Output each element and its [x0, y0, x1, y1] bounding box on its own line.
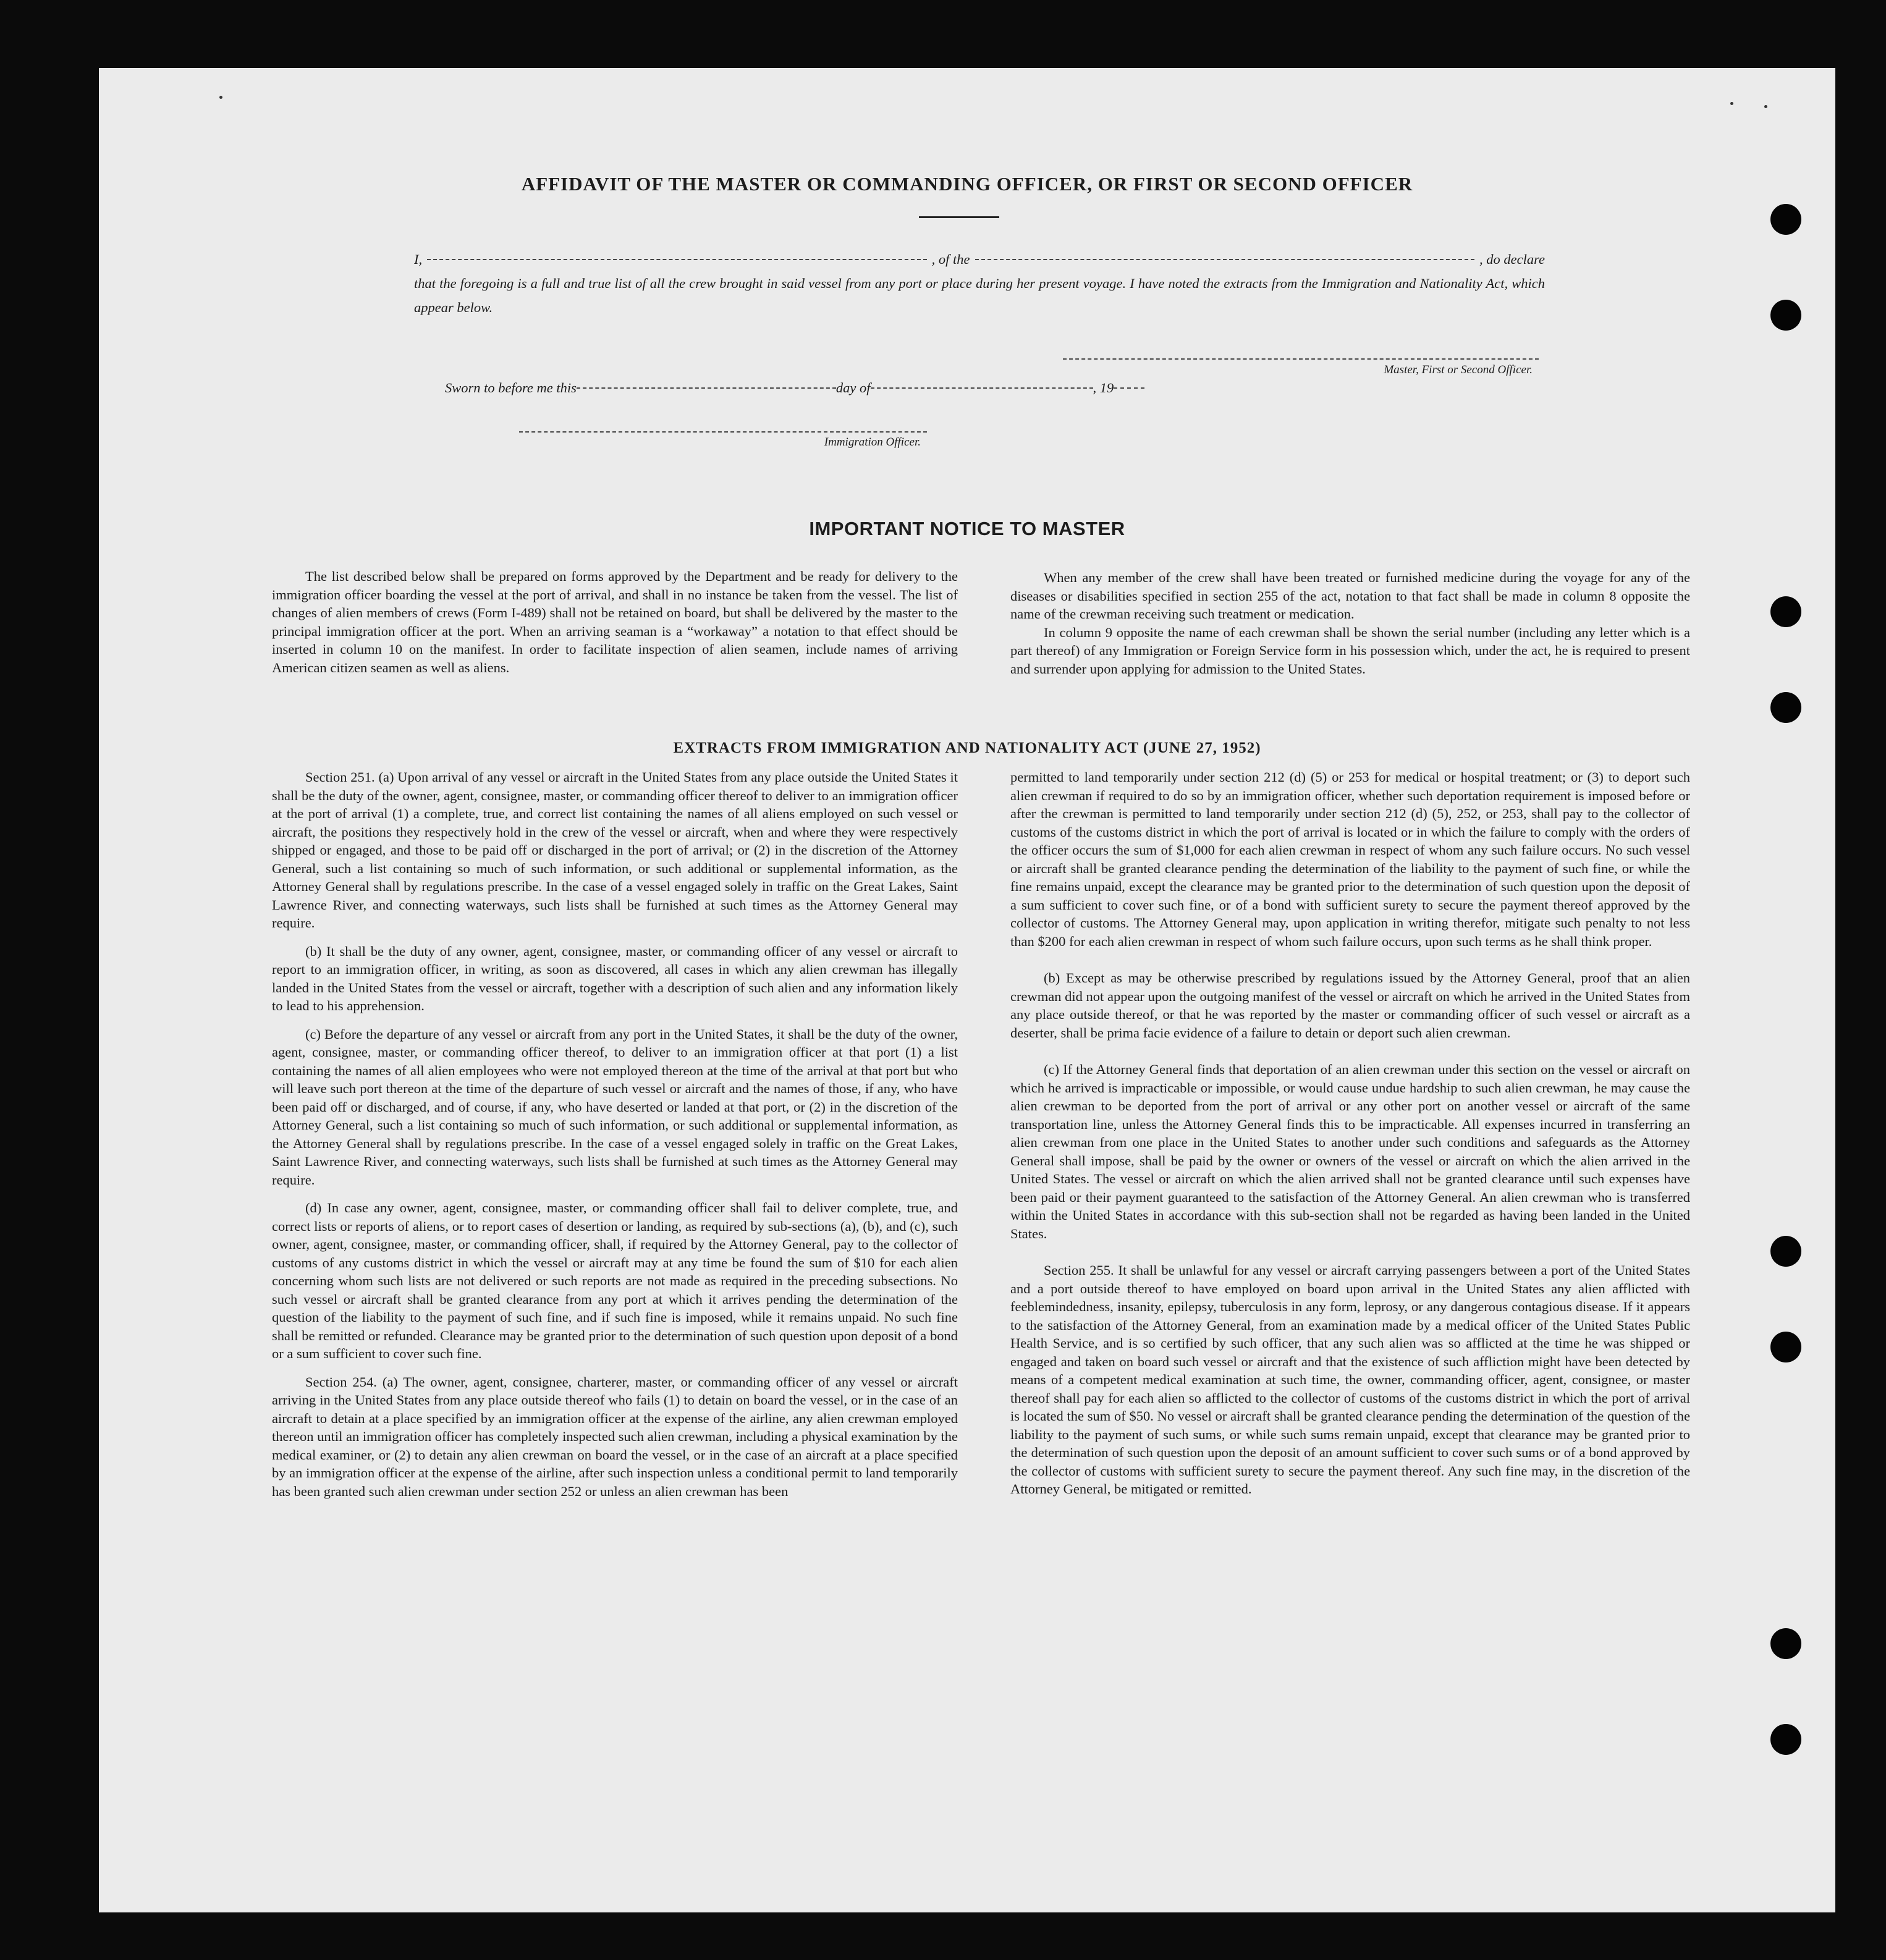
- notice-left-column: [272, 567, 958, 685]
- binder-hole: [1770, 1332, 1801, 1362]
- section-254-a-continued: permitted to land temporarily under section 212 (d) (5) or 253 for medical or hospital treatment; or (3) to deport such alien crewman if required to do so by an immigration officer, whether such deportation requirement is imposed before or after the crewman is permitted to land temporarily under section 212 (d) (5), 252, or 253, shall pay to the collector of customs of the customs district in which the port of arrival is located or in which the failure to comply with the orders of the officer occurs the sum of $1,000 for each alien crewman in respect of whom any such failure occurs. No such vessel or aircraft shall be granted clearance pending the determination of the liability to the payment of such fine, or while the fine remains unpaid, except the clearance may be granted prior to the determination of such question upon the deposit of a sum sufficient to cover such fine, or of a bond with sufficient surety to secure the payment thereof approved by the collector of customs. The Attorney General may, upon application in writing therefor, mitigate such penalty to not less than $200 for each alien crewman in respect of whom such failure occurs, upon such terms as he shall think proper.: [1010, 769, 1690, 949]
- binder-hole: [1770, 596, 1801, 627]
- declarant-line: [414, 247, 1545, 271]
- section-254-a: Section 254. (a) The owner, agent, consignee, charterer, master, or commanding officer of any vessel or aircraft arriving in the United States from any place outside thereof who fails (1) to detain on board the vessel, or in the case of an aircraft to detain at a place specified by an immigration officer at the expense of the airline, any alien crewman employed thereon until an immigration officer has completely inspected such alien crewman, including a physical examination by the medical examiner, or (2) to detain any alien crewman on board the vessel, or in the case of an aircraft at a place specified by an immigration officer at the expense of the airline, after such inspection unless a conditional permit to land temporarily has been granted such alien crewman under section 252 or unless an alien crewman has been: [272, 1374, 958, 1499]
- do-declare-label: , do declare: [1479, 251, 1546, 267]
- section-251-b: (b) It shall be the duty of any owner, agent, consignee, master, or commanding officer of any vessel or aircraft to report to an immigration officer, in writing, as soon as discovered, all cases in which any alien crewman has illegally landed in the United States from the vessel or aircraft, together with a description of such alien and any information likely to lead to his apprehension.: [272, 943, 958, 1013]
- binder-hole: [1770, 692, 1801, 723]
- section-251-a: Section 251. (a) Upon arrival of any vessel or aircraft in the United States from any place outside the United States it shall be the duty of the owner, agent, consignee, master, or commanding officer thereof to deliver to an immigration officer at the port of arrival (1) a complete, true, and correct list containing the names of all aliens employed on such vessel or aircraft, the positions they respectively hold in the crew of the vessel or aircraft, when and where they were respectively shipped or engaged, and those to be paid off or discharged in the port of arrival; or (2) in the discretion of the Attorney General, such a list containing so much of such information, or such additional or supplemental information, as the Attorney General shall by regulations prescribe. In the case of a vessel engaged solely in traffic on the Great Lakes, Saint Lawrence River, and connecting waterways, such lists shall be furnished at such times as the Attorney General may require.: [272, 769, 958, 931]
- notice-right-column: [1010, 568, 1690, 678]
- declarant-prefix: I,: [414, 251, 423, 267]
- sworn-day-of-label: day of: [835, 380, 871, 395]
- binder-hole: [1770, 300, 1801, 331]
- sworn-day-field[interactable]: [577, 387, 836, 389]
- section-254-b: (b) Except as may be otherwise prescribed by regulations issued by the Attorney General, proof that an alien crewman did not appear upon the outgoing manifest of the vessel or aircraft on which he arrived in the United States from any place outside thereof, or that he was reported by the master or commanding officer of such vessel or aircraft as a deserter, shall be prima facie evidence of a failure to detain or deport such alien crewman.: [1010, 970, 1690, 1041]
- binder-hole: [1770, 1724, 1801, 1755]
- binder-hole: [1770, 204, 1801, 235]
- declarant-name-field[interactable]: [427, 259, 927, 260]
- binder-hole: [1770, 1236, 1801, 1267]
- extracts-title: EXTRACTS FROM IMMIGRATION AND NATIONALITY ACT (JUNE 27, 1952): [673, 740, 1261, 756]
- of-the-label: , of the: [931, 251, 970, 267]
- affidavit-title: AFFIDAVIT OF THE MASTER OR COMMANDING OFFICER, OR FIRST OR SECOND OFFICER: [521, 173, 1413, 195]
- section-254-c: (c) If the Attorney General finds that deportation of an alien crewman under this section on the vessel or aircraft on which he arrived is impracticable or impossible, or would cause undue hardship to such alien crewman, he may cause the alien crewman to be deported from the port of arrival or any other port on another vessel or aircraft of the same transportation line, unless the Attorney General finds this to be impracticable. All expenses incurred in transferring an alien crewman from one place in the United States to another under such conditions and safeguards as the Attorney General shall impose, shall be paid by the owner or owners of the vessel or aircraft on which the alien arrived in the United States. The vessel or aircraft on which the alien arrived shall not be granted clearance until such expenses have been paid or their payment guaranteed to the satisfaction of the Attorney General. An alien crewman who is transferred within the United States in accordance with this sub-section shall not be regarded as having been landed in the United States.: [1010, 1062, 1690, 1241]
- section-251-d: (d) In case any owner, agent, consignee, master, or commanding officer shall fail to deliver complete, true, and correct lists or reports of aliens, or to report cases of desertion or landing, as required by sub-sections (a), (b), and (c), such owner, agent, consignee, master, or commanding officer, shall, if required by the Attorney General, pay to the collector of customs of any customs district in which the vessel or aircraft may at any time be found the sum of $10 for each alien concerning whom such lists are not delivered or such reports are not made as required in the preceding subsections. No such vessel or aircraft shall be granted clearance from any port at which it arrives pending the determination of the question of the liability to the payment of such fine, and if such fine is imposed, while it remains unpaid. No such fine shall be remitted or refunded. Clearance may be granted prior to the determination of such question upon deposit of a bond or a sum sufficient to cover such fine.: [272, 1200, 958, 1361]
- extracts-left-column: [272, 768, 958, 1510]
- dust-speck: [1730, 102, 1733, 105]
- title-underline: [919, 216, 999, 218]
- section-251-c: (c) Before the departure of any vessel or aircraft from any port in the United States, it shall be the duty of the owner, agent, consignee, master, or commanding officer thereof, to deliver to an immigration officer at that port (1) a list containing the names of all alien employees who were not employed thereon at the time of the arrival at that port but who will leave such port thereon at the time of the departure of such vessel or aircraft and the names of those, if any, who have been paid off or discharged, and of course, if any, who have deserted or landed at that port, or (2) in the discretion of the Attorney General, such a list containing so much of such information, or such additional or supplemental information, as the Attorney General shall by regulations prescribe. In the case of a vessel engaged solely in traffic on the Great Lakes, Saint Lawrence River, and connecting waterways, such lists shall be furnished at such times as the Attorney General may require.: [272, 1026, 958, 1188]
- notice-paragraph: The list described below shall be prepared on forms approved by the Department and be ready for delivery to the immigration officer boarding the vessel at the port of arrival, and shall in no instance be taken from the vessel. The list of changes of alien members of crews (Form I-489) shall not be retained on board, but shall be delivered by the master to the principal immigration officer at the port. When an arriving seaman is a “workaway” a notation to that effect should be inserted in column 10 on the manifest. In order to facilitate inspection of alien seamen, include names of arriving American citizen seamen as well as aliens.: [272, 568, 958, 675]
- immigration-officer-caption: Immigration Officer.: [824, 436, 921, 449]
- master-signature-field[interactable]: [1063, 358, 1539, 360]
- notice-paragraph: When any member of the crew shall have been treated or furnished medicine during the voyage for any of the diseases or disabilities specified in section 255 of the act, notation to that fact shall be made in column 8 opposite the name of the crewman receiving such treatment or medication.: [1010, 570, 1690, 622]
- sworn-prefix: Sworn to before me this: [445, 380, 577, 395]
- sworn-year-label: , 19: [1093, 380, 1114, 395]
- sworn-line: [445, 380, 1341, 396]
- sworn-month-field[interactable]: [871, 387, 1093, 389]
- binder-hole: [1770, 1628, 1801, 1659]
- sworn-year-field[interactable]: [1114, 387, 1144, 389]
- immigration-officer-signature-field[interactable]: [519, 431, 927, 433]
- declaration-block: [414, 247, 1545, 319]
- master-signature-caption: Master, First or Second Officer.: [1384, 363, 1533, 376]
- declaration-text: that the foregoing is a full and true list of all the crew brought in said vessel from any port or place during her present voyage. I have noted the extracts from the Immigration and Nationality Act, which appear below.: [414, 276, 1545, 315]
- notice-title: IMPORTANT NOTICE TO MASTER: [809, 518, 1125, 539]
- dust-speck: [219, 96, 222, 99]
- section-255: Section 255. It shall be unlawful for any vessel or aircraft carrying passengers between a port of the United States and a port outside thereof to have employed on board upon arrival in the United States any alien afflicted with feeblemindedness, insanity, epilepsy, tuberculosis in any form, leprosy, or any dangerous contagious disease. If it appears to the satisfaction of the Attorney General, from an examination made by a medical officer of the United States Public Health Service, and is so certified by such officer, that any such alien was so afflicted at the time he was shipped or engaged and taken on board such vessel or aircraft and that the existence of such affliction might have been detected by means of a competent medical examination at such time, the owner, commanding officer, agent, consignee, or master thereof shall pay for each alien so afflicted to the collector of customs of the customs district in which the port of arrival is located the sum of $50. No vessel or aircraft shall be granted clearance pending the determination of the question of the liability to the payment of such sums, or while such sums remain unpaid, except that clearance may be granted prior to the determination of such question upon the deposit of an amount sufficient to cover such sums or of a bond approved by the collector of customs with sufficient surety to secure the payment thereof. Any such fine may, in the discretion of the Attorney General, be mitigated or remitted.: [1010, 1262, 1690, 1497]
- extracts-right-column: [1010, 768, 1690, 1508]
- notice-paragraph: In column 9 opposite the name of each crewman shall be shown the serial number (including any letter which is a part thereof) of any Immigration or Foreign Service form in his possession which, under the act, he is required to present and surrender upon applying for admission to the United States.: [1010, 624, 1690, 677]
- vessel-name-field[interactable]: [975, 259, 1475, 260]
- document-page: [99, 68, 1835, 1912]
- dust-speck: [1764, 105, 1767, 108]
